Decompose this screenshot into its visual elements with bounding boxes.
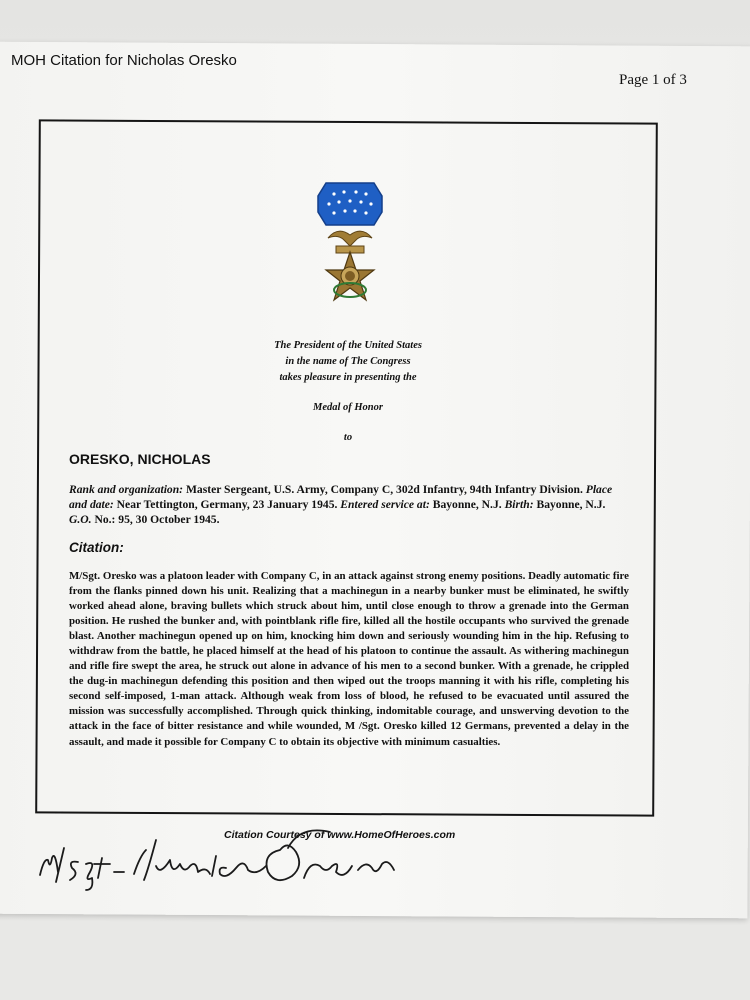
presentation-line-1: The President of the United States	[274, 340, 422, 351]
presentation-line-2: in the name of The Congress	[285, 356, 411, 367]
birth-value: Bayonne, N.J.	[536, 498, 606, 511]
service-details	[69, 482, 629, 527]
award-name: Medal of Honor	[312, 402, 383, 413]
page-number: Page 1 of 3	[619, 72, 687, 88]
citation-body: M/Sgt. Oresko was a platoon leader with Company C, in an attack against strong enemy positions. Deadly automatic fire from the flanks pinned down his unit. Realizing that a machinegun in a nearby bunker must be eliminated, he swiftly worked ahead alone, braving bullets which struck about him, until close enough to throw a grenade into the German position. He rushed the bunker and, with pointblank rifle fire, killed all the hostile occupants who survived the grenade blast. Another machinegun opened up on him, knocking him down and seriously wounding him in the hip. Refusing to withdraw from the battle, he placed himself at the head of his platoon to continue the assault. As withering machinegun and rifle fire swept the area, he struck out alone in advance of his men to a second bunker. With a grenade, he crippled the dug-in machinegun defending this position and then wiped out the troops manning it with his rifle, completing his second self-imposed, 1-man attack. Although weak from loss of blood, he refused to be evacuated until assured the mission was successfully accomplished. Through quick thinking, indomitable courage, and unswerving devotion to the attack in the face of bitter resistance and while wounded, M /Sgt. Oresko killed 12 Germans, prevented a delay in the assault, and made it possible for Company C to obtain its objective with minimum casualties.	[69, 570, 629, 748]
courtesy-credit: Citation Courtesy of www.HomeOfHeroes.com	[224, 829, 456, 841]
go-value: No.: 95, 30 October 1945.	[94, 513, 220, 526]
place-label: Place and date:	[69, 483, 613, 511]
service-label: Entered service at:	[340, 498, 430, 511]
medal-of-honor-icon	[314, 180, 386, 325]
rank-value: Master Sergeant, U.S. Army, Company C, 302d Infantry, 94th Infantry Division.	[185, 483, 583, 496]
service-value: Bayonne, N.J.	[432, 498, 502, 511]
place-value: Near Tettington, Germany, 23 January 1945.	[116, 498, 338, 511]
presentation-text	[230, 338, 466, 446]
presentation-line-3: takes pleasure in presenting the	[279, 372, 417, 383]
recipient-name: ORESKO, NICHOLAS	[69, 451, 211, 467]
go-label: G.O.	[69, 513, 92, 526]
birth-label: Birth:	[504, 498, 534, 511]
handwritten-signature	[30, 820, 410, 895]
citation-heading: Citation:	[69, 540, 124, 555]
presentation-to: to	[343, 432, 353, 443]
rank-label: Rank and organization:	[69, 483, 184, 496]
document-title: MOH Citation for Nicholas Oresko	[11, 52, 237, 69]
